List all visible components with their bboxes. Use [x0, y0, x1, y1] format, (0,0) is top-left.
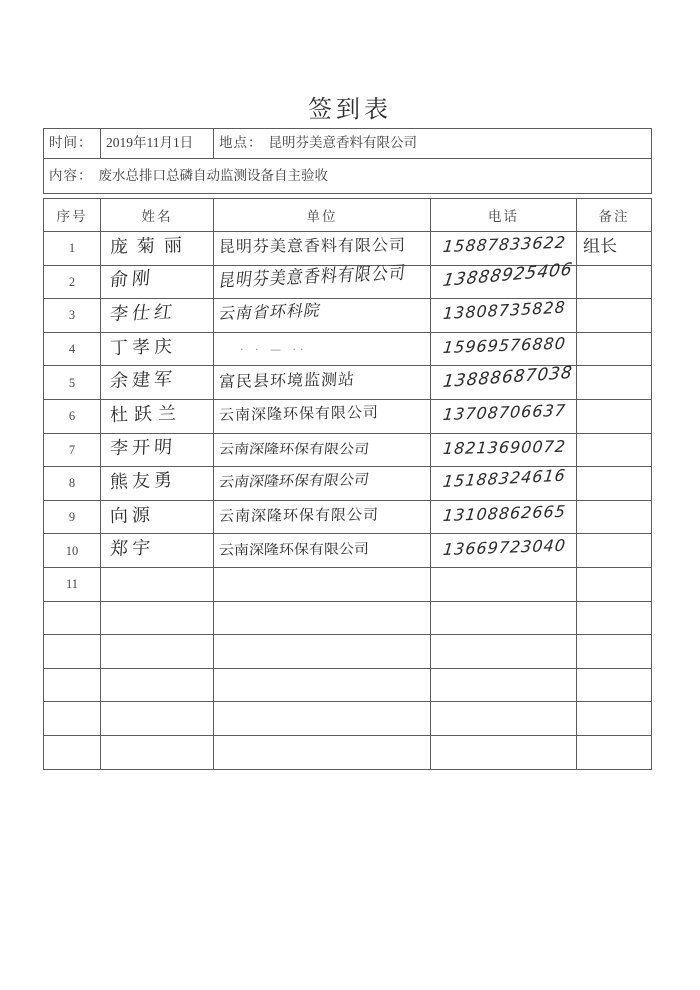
- cell-seq: [44, 433, 101, 467]
- serial-number: 8: [68, 476, 76, 491]
- serial-number: 3: [68, 308, 76, 323]
- cell-unit: [214, 261, 431, 299]
- cell-unit: [214, 232, 431, 266]
- cell-phone: [431, 433, 577, 467]
- cell-phone: [431, 735, 577, 769]
- cell-seq: [44, 366, 101, 400]
- table-row: [44, 265, 652, 299]
- serial-number: 11: [65, 577, 79, 592]
- cell-unit: [214, 399, 431, 433]
- time-label: 时间：: [49, 135, 93, 151]
- cell-seq: [44, 601, 101, 635]
- col-header-note: 备注: [577, 199, 652, 232]
- name-signature: 熊友勇: [109, 469, 177, 493]
- serial-number: 7: [68, 442, 76, 457]
- cell-seq: [44, 265, 101, 299]
- cell-note: [577, 735, 652, 769]
- cell-name: [101, 702, 214, 736]
- unit-handwriting: 昆明芬美意香料有限公司: [218, 235, 407, 257]
- cell-note: [577, 534, 652, 568]
- table-header-row: [44, 199, 652, 232]
- table-row: [44, 332, 652, 366]
- cell-name: [101, 399, 214, 433]
- serial-number: 1: [68, 241, 76, 256]
- phone-handwriting: 13108862665: [442, 501, 567, 526]
- unit-handwriting: 昆明芬美意香料有限公司: [217, 261, 408, 292]
- cell-phone: [431, 500, 577, 534]
- serial-number: 6: [68, 409, 76, 424]
- cell-note: [577, 601, 652, 635]
- cell-name: [101, 534, 214, 568]
- serial-number: 5: [68, 375, 76, 390]
- cell-note: [577, 366, 652, 400]
- time-value: 2019年11月1日: [106, 135, 194, 151]
- name-signature: 向源: [109, 504, 155, 527]
- place-value: 昆明芬美意香料有限公司: [268, 135, 417, 151]
- signin-table: [43, 198, 652, 770]
- cell-unit: [214, 702, 431, 736]
- info-row-content: [44, 159, 652, 194]
- table-row: [44, 467, 652, 501]
- phone-handwriting: 15969576880: [442, 333, 567, 358]
- phone-handwriting: 15887833622: [442, 232, 567, 257]
- cell-name: [101, 467, 214, 501]
- cell-unit: [214, 735, 431, 769]
- cell-name: [101, 635, 214, 669]
- phone-handwriting: 13888687038: [441, 362, 574, 392]
- cell-unit: [214, 635, 431, 669]
- cell-phone: [431, 601, 577, 635]
- table-row: [44, 366, 652, 400]
- unit-handwriting: 云南深隆环保有限公司: [218, 540, 370, 558]
- info-table: [43, 128, 652, 194]
- table-row: [44, 433, 652, 467]
- cell-note: [577, 433, 652, 467]
- page-title: 签到表: [308, 97, 392, 123]
- cell-phone: [431, 467, 577, 501]
- place-label: 地点：: [219, 135, 263, 151]
- cell-seq: [44, 467, 101, 501]
- table-row: [44, 635, 652, 669]
- cell-phone: [431, 362, 577, 400]
- name-signature: 李开明: [109, 437, 177, 460]
- cell-note: [577, 299, 652, 333]
- phone-handwriting: 13888925406: [441, 259, 575, 292]
- cell-seq: [44, 635, 101, 669]
- cell-name: [101, 299, 214, 333]
- cell-name: [101, 668, 214, 702]
- unit-handwriting: 云南深隆环保有限公司: [218, 403, 380, 425]
- content-value: 废水总排口总磷自动监测设备自主验收: [98, 167, 328, 183]
- place-cell: [214, 129, 652, 159]
- cell-seq: [44, 399, 101, 433]
- unit-handwriting: · · — ··: [240, 343, 308, 357]
- cell-seq: [44, 668, 101, 702]
- name-signature: 郑宇: [109, 537, 155, 561]
- signin-table-body: [44, 232, 652, 770]
- cell-seq: [44, 500, 101, 534]
- phone-handwriting: 13808735828: [442, 298, 567, 324]
- cell-name: [101, 265, 214, 299]
- cell-note: [577, 635, 652, 669]
- unit-handwriting: 富民县环境监测站: [218, 369, 356, 391]
- phone-handwriting: 18213690072: [442, 436, 567, 458]
- cell-phone: [431, 299, 577, 333]
- cell-note: [577, 500, 652, 534]
- cell-note: [577, 232, 652, 266]
- cell-phone: [431, 534, 577, 568]
- time-value-cell: [101, 129, 214, 159]
- cell-seq: [44, 299, 101, 333]
- time-label-cell: [44, 129, 101, 159]
- serial-number: 10: [65, 543, 79, 558]
- note-handwriting: 组长: [582, 236, 618, 258]
- cell-unit: [214, 500, 431, 534]
- name-signature: 李仕红: [108, 301, 178, 326]
- cell-note: [577, 567, 652, 601]
- cell-seq: [44, 567, 101, 601]
- cell-note: [577, 668, 652, 702]
- name-signature: 俞刚: [109, 268, 155, 292]
- col-header-phone: 电话: [431, 199, 577, 232]
- unit-handwriting: 云南省环科院: [217, 300, 323, 324]
- cell-note: [577, 265, 652, 299]
- cell-unit: [214, 567, 431, 601]
- content-cell: [44, 159, 652, 194]
- table-row: [44, 399, 652, 433]
- cell-phone: [431, 232, 577, 266]
- table-row: [44, 735, 652, 769]
- name-signature: 杜跃兰: [109, 402, 183, 426]
- unit-handwriting: 云南深隆环保有限公司: [217, 471, 371, 492]
- cell-note: [577, 332, 652, 366]
- cell-unit: [214, 299, 431, 333]
- cell-note: [577, 399, 652, 433]
- cell-unit: [214, 601, 431, 635]
- cell-name: [101, 232, 214, 266]
- cell-phone: [431, 635, 577, 669]
- table-row: [44, 299, 652, 333]
- cell-unit: [214, 366, 431, 400]
- cell-unit: [214, 433, 431, 467]
- table-row: [44, 534, 652, 568]
- phone-handwriting: 13669723040: [442, 535, 567, 559]
- name-signature: 丁孝庆: [109, 335, 177, 359]
- col-header-name: 姓名: [101, 199, 214, 232]
- cell-unit: [214, 332, 431, 366]
- table-row: [44, 500, 652, 534]
- cell-name: [101, 332, 214, 366]
- col-header-unit: 单位: [214, 199, 431, 232]
- unit-handwriting: 云南深隆环保有限公司: [218, 505, 380, 526]
- phone-handwriting: 13708706637: [442, 400, 567, 425]
- cell-note: [577, 702, 652, 736]
- col-header-seq: 序号: [44, 199, 101, 232]
- cell-name: [101, 366, 214, 400]
- cell-unit: [214, 668, 431, 702]
- unit-handwriting: 云南深隆环保有限公司: [218, 440, 370, 458]
- cell-name: [101, 567, 214, 601]
- cell-phone: [431, 702, 577, 736]
- cell-unit: [214, 534, 431, 568]
- cell-name: [101, 735, 214, 769]
- cell-phone: [431, 668, 577, 702]
- cell-seq: [44, 735, 101, 769]
- cell-name: [101, 433, 214, 467]
- name-signature: 庞菊丽: [109, 234, 192, 258]
- table-row: [44, 702, 652, 736]
- cell-seq: [44, 534, 101, 568]
- cell-phone: [431, 332, 577, 366]
- cell-phone: [431, 399, 577, 433]
- table-row: [44, 668, 652, 702]
- cell-note: [577, 467, 652, 501]
- name-signature: 余建军: [109, 368, 177, 393]
- serial-number: 9: [68, 510, 76, 525]
- cell-name: [101, 500, 214, 534]
- cell-phone: [431, 259, 577, 299]
- cell-name: [101, 601, 214, 635]
- serial-number: 4: [68, 342, 76, 357]
- serial-number: 2: [68, 274, 76, 289]
- info-row-time-place: [44, 129, 652, 159]
- cell-seq: [44, 232, 101, 266]
- cell-unit: [214, 467, 431, 501]
- table-row: [44, 601, 652, 635]
- cell-seq: [44, 702, 101, 736]
- content-label: 内容：: [49, 167, 93, 183]
- cell-seq: [44, 332, 101, 366]
- phone-handwriting: 15188324616: [441, 465, 568, 492]
- table-row: [44, 567, 652, 601]
- cell-phone: [431, 567, 577, 601]
